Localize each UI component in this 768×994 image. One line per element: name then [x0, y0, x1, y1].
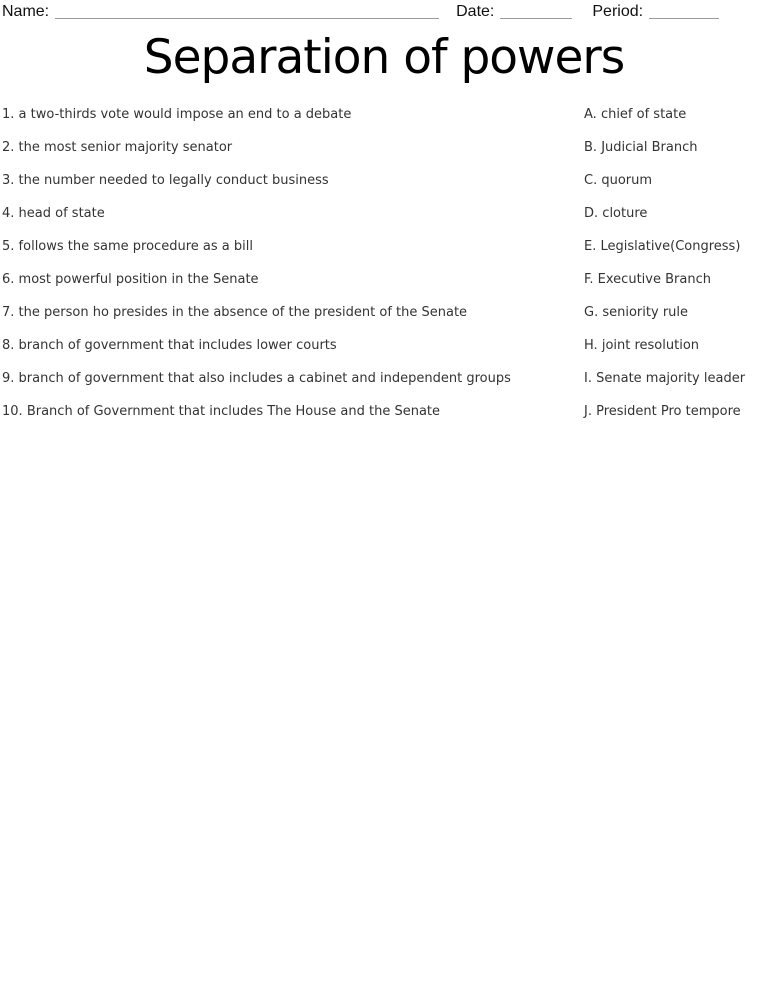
- answer-text: Judicial Branch: [601, 140, 698, 155]
- date-label: Date:: [456, 3, 495, 20]
- answer-text: cloture: [602, 206, 648, 221]
- answer-item: [584, 371, 768, 386]
- answer-text: Senate majority leader: [596, 371, 746, 386]
- answer-letter: I.: [584, 371, 592, 386]
- answer-letter: H.: [584, 338, 598, 353]
- answer-letter: G.: [584, 305, 599, 320]
- question-text: the person ho presides in the absence of the president of the Senate: [18, 305, 468, 320]
- question-item: [2, 404, 584, 419]
- answer-item: [584, 239, 768, 254]
- question-text: the number needed to legally conduct business: [18, 173, 329, 188]
- question-item: [2, 107, 584, 122]
- question-text: most powerful position in the Senate: [18, 272, 259, 287]
- match-row: [2, 173, 768, 188]
- answer-item: [584, 140, 768, 155]
- question-item: [2, 140, 584, 155]
- page-title: Separation of powers: [143, 30, 625, 85]
- match-row: [2, 206, 768, 221]
- question-number: 6.: [2, 272, 15, 287]
- match-row: [2, 140, 768, 155]
- answer-text: chief of state: [600, 107, 687, 122]
- answer-item: [584, 107, 768, 122]
- question-item: [2, 206, 584, 221]
- question-text: branch of government that also includes a cabinet and independent groups: [18, 371, 511, 386]
- match-row: [2, 305, 768, 320]
- answer-text: Legislative(Congress): [600, 239, 741, 254]
- answer-letter: B.: [584, 140, 598, 155]
- question-number: 3.: [2, 173, 15, 188]
- answer-item: [584, 338, 768, 353]
- worksheet-header: [0, 0, 768, 26]
- period-label: Period:: [592, 3, 644, 20]
- question-item: [2, 239, 584, 254]
- answer-text: joint resolution: [601, 338, 700, 353]
- answer-letter: C.: [584, 173, 598, 188]
- question-text: the most senior majority senator: [18, 140, 233, 155]
- match-row: [2, 338, 768, 353]
- question-text: head of state: [18, 206, 105, 221]
- match-row: [2, 107, 768, 122]
- answer-text: seniority rule: [602, 305, 689, 320]
- period-blank-line: [649, 18, 719, 19]
- question-item: [2, 371, 584, 386]
- question-text: a two-thirds vote would impose an end to a debate: [18, 107, 352, 122]
- date-blank-line: [500, 18, 572, 19]
- answer-letter: J.: [584, 404, 592, 419]
- question-text: Branch of Government that includes The House and the Senate: [26, 404, 441, 419]
- matching-exercise: [0, 107, 768, 419]
- answer-item: [584, 305, 768, 320]
- question-number: 9.: [2, 371, 15, 386]
- question-item: [2, 305, 584, 320]
- question-item: [2, 338, 584, 353]
- answer-letter: F.: [584, 272, 594, 287]
- answer-item: [584, 404, 768, 419]
- match-row: [2, 239, 768, 254]
- question-item: [2, 272, 584, 287]
- answer-letter: E.: [584, 239, 597, 254]
- match-row: [2, 371, 768, 386]
- answer-letter: A.: [584, 107, 597, 122]
- match-row: [2, 404, 768, 419]
- answer-text: quorum: [601, 173, 653, 188]
- question-number: 4.: [2, 206, 15, 221]
- question-number: 8.: [2, 338, 15, 353]
- match-row: [2, 272, 768, 287]
- question-number: 5.: [2, 239, 15, 254]
- question-number: 2.: [2, 140, 15, 155]
- question-item: [2, 173, 584, 188]
- question-text: follows the same procedure as a bill: [18, 239, 253, 254]
- question-number: 10.: [2, 404, 23, 419]
- answer-item: [584, 173, 768, 188]
- question-number: 7.: [2, 305, 15, 320]
- answer-item: [584, 206, 768, 221]
- name-blank-line: [55, 18, 439, 19]
- answer-text: President Pro tempore: [596, 404, 741, 419]
- name-label: Name:: [2, 3, 50, 20]
- answer-text: Executive Branch: [597, 272, 711, 287]
- question-number: 1.: [2, 107, 15, 122]
- answer-item: [584, 272, 768, 287]
- question-text: branch of government that includes lower courts: [18, 338, 337, 353]
- answer-letter: D.: [584, 206, 599, 221]
